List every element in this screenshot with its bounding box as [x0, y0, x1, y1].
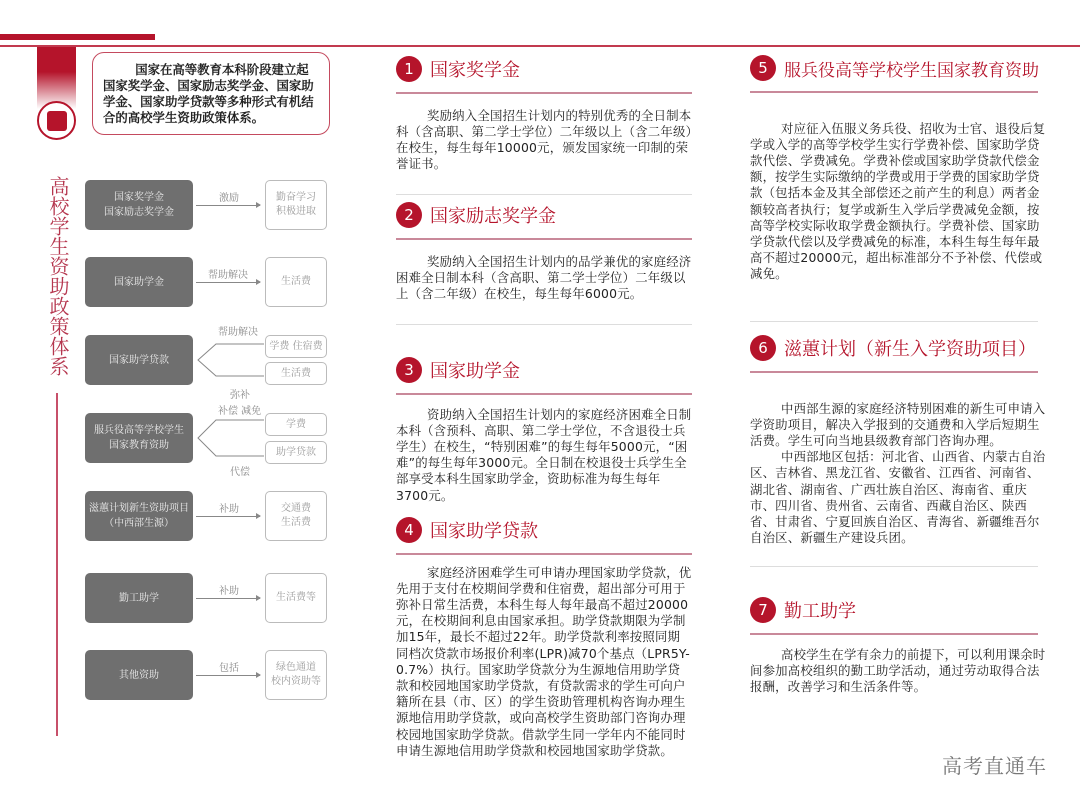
number-badge: 7 — [750, 597, 776, 623]
section-title: 国家励志奖学金 — [430, 206, 556, 227]
diagram-target: 生活费等 — [265, 573, 327, 623]
divider — [750, 321, 1038, 322]
diagram-target: 交通费 生活费 — [265, 491, 327, 541]
diagram-label: 代偿 — [230, 467, 250, 478]
arrow — [196, 516, 260, 517]
divider — [396, 393, 692, 395]
diagram-label: 包括 — [219, 663, 239, 674]
number-badge: 1 — [396, 56, 422, 82]
section-title: 滋蕙计划（新生入学资助项目） — [784, 339, 1036, 360]
divider — [396, 194, 692, 195]
number-badge: 2 — [396, 202, 422, 228]
section-text: 高校学生在学有余力的前提下，可以利用课余时间参加高校组织的勤工助学活动，通过劳动取得合法报酬，改善学习和生活条件等。 — [750, 646, 1046, 694]
diagram-target: 生活费 — [265, 362, 327, 385]
section-title: 国家奖学金 — [430, 60, 520, 81]
diagram-source: 勤工助学 — [85, 573, 193, 623]
intro-box: 国家在高等教育本科阶段建立起国家奖学金、国家励志奖学金、国家助学金、国家助学贷款等多种形式有机结 合的高校学生资助政策体系。 — [92, 52, 330, 135]
branch-arrows — [196, 413, 266, 463]
top-divider — [0, 45, 1080, 47]
divider — [396, 238, 692, 240]
divider — [750, 633, 1038, 635]
diagram-source: 其他资助 — [85, 650, 193, 700]
arrow — [196, 598, 260, 599]
section-3 — [396, 357, 692, 504]
vertical-title: 高校学生资助政策体系 — [46, 176, 70, 376]
divider — [396, 324, 692, 325]
arrow — [196, 675, 260, 676]
number-badge: 4 — [396, 517, 422, 543]
arrow — [196, 282, 260, 283]
section-1 — [396, 56, 692, 195]
section-title: 国家助学贷款 — [430, 521, 538, 542]
divider — [750, 566, 1038, 567]
divider — [750, 371, 1038, 373]
number-badge: 3 — [396, 357, 422, 383]
section-7 — [750, 597, 1046, 695]
section-text: 奖励纳入全国招生计划内的特别优秀的全日制本科（含高职、第二学士学位）二年级以上（含二年级）在校生，每生每年10000元，颁发国家统一印制的荣誉证书。 — [396, 107, 692, 172]
divider — [396, 553, 692, 555]
section-5 — [750, 55, 1046, 322]
section-4 — [396, 517, 692, 759]
top-red-bar — [0, 34, 155, 40]
section-title: 国家助学金 — [430, 361, 520, 382]
section-2 — [396, 202, 692, 325]
diagram-target: 绿色通道 校内资助等 — [265, 650, 327, 700]
diagram-label: 补偿 减免 — [218, 406, 262, 417]
diagram-target: 学费 住宿费 — [265, 335, 327, 358]
section-6 — [750, 335, 1046, 567]
diagram-source: 服兵役高等学校学生 国家教育资助 — [85, 413, 193, 463]
divider — [750, 91, 1038, 93]
diagram-label: 弥补 — [230, 390, 250, 401]
diagram-source: 滋蕙计划新生资助项目 （中西部生源） — [85, 491, 193, 541]
branch-arrows — [196, 335, 266, 385]
diagram-label: 帮助解决 — [208, 270, 248, 281]
section-title: 勤工助学 — [784, 601, 856, 622]
section-text: 家庭经济困难学生可申请办理国家助学贷款，优先用于支付在校期间学费和住宿费，超出部分可用于弥补日常生活费，本科生每人每年最高不超过20000元，在校期间利息由国家承担。助学贷款期限为学制加15年，最长不超过22年。助学贷款利率按照同期同档次贷款市场报价利率(LPR)减70个基点（LPR5Y-0.7%）执行。国家助学贷款分为生源地信用助学贷款和校园地国家助学贷款，有贷款需求的学生可向户籍所在县（市、区）的学生资助管理机构咨询办理生源地信用助学贷款，或向高校学生资助部门咨询办理校园地国家助学贷款。借款学生同一学年内不能同时申请生源地信用助学贷款和校园地国家助学贷款。 — [396, 564, 692, 758]
divider — [396, 92, 692, 94]
number-badge: 6 — [750, 335, 776, 361]
diagram-target: 生活费 — [265, 257, 327, 307]
arrow — [196, 205, 260, 206]
number-badge: 5 — [750, 55, 776, 81]
diagram-label: 补助 — [219, 504, 239, 515]
red-ribbon — [37, 47, 76, 109]
section-text: 对应征入伍服义务兵役、招收为士官、退役后复学或入学的高等学校学生实行学费补偿、国家助学贷款代偿、学费减免。学费补偿或国家助学贷款代偿金额，按学生实际缴纳的学费或用于学费的国家助学贷款（包括本金及其全部偿还之前产生的利息）两者金额较高者执行；复学或新生入学后学费减免金额，按高等学校实际收取学费金额执行。学费补偿、国家助学贷款代偿以及学费减免的标准，本科生每生每年最高不超过20000元，超出标准部分不予补偿、代偿或减免。 — [750, 120, 1046, 282]
vertical-divider — [56, 393, 58, 736]
diagram-target: 助学贷款 — [265, 441, 327, 464]
section-text: 奖励纳入全国招生计划内的品学兼优的家庭经济困难全日制本科（含高职、第二学士学位）二年级以上（含二年级）在校生，每生每年6000元。 — [396, 253, 692, 301]
watermark: 高考直通车 — [942, 754, 1047, 778]
section-text: 中西部生源的家庭经济特别困难的新生可申请入学资助项目，解决入学报到的交通费和入学后短期生活费。学生可向当地县级教育部门咨询办理。 — [750, 400, 1046, 448]
diagram-label: 补助 — [219, 586, 239, 597]
diagram-source: 国家助学贷款 — [85, 335, 193, 385]
diagram-label: 激励 — [219, 193, 239, 204]
diagram-source: 国家助学金 — [85, 257, 193, 307]
section-title: 服兵役高等学校学生国家教育资助 — [784, 60, 1039, 81]
section-text: 资助纳入全国招生计划内的家庭经济困难全日制本科（含预科、高职、第二学士学位，不含退役士兵学生）在校生，“特别困难”的每生每年5000元，“困难”的每生每年3000元。全日制在校退役士兵学生全部享受本科生国家助学金，资助标准为每生每年3700元。 — [396, 406, 692, 503]
diagram-target: 勤奋学习 积极进取 — [265, 180, 327, 230]
university-seal-icon — [37, 101, 76, 140]
diagram-target: 学费 — [265, 413, 327, 436]
section-text-regions: 中西部地区包括：河北省、山西省、内蒙古自治区、吉林省、黑龙江省、安徽省、江西省、河南省、湖北省、湖南省、广西壮族自治区、海南省、重庆市、四川省、贵州省、云南省、西藏自治区、陕西省、甘肃省、宁夏回族自治区、青海省、新疆维吾尔自治区、新疆生产建设兵团。 — [750, 449, 1046, 546]
diagram-label: 帮助解决 — [218, 327, 258, 338]
diagram-source: 国家奖学金 国家励志奖学金 — [85, 180, 193, 230]
